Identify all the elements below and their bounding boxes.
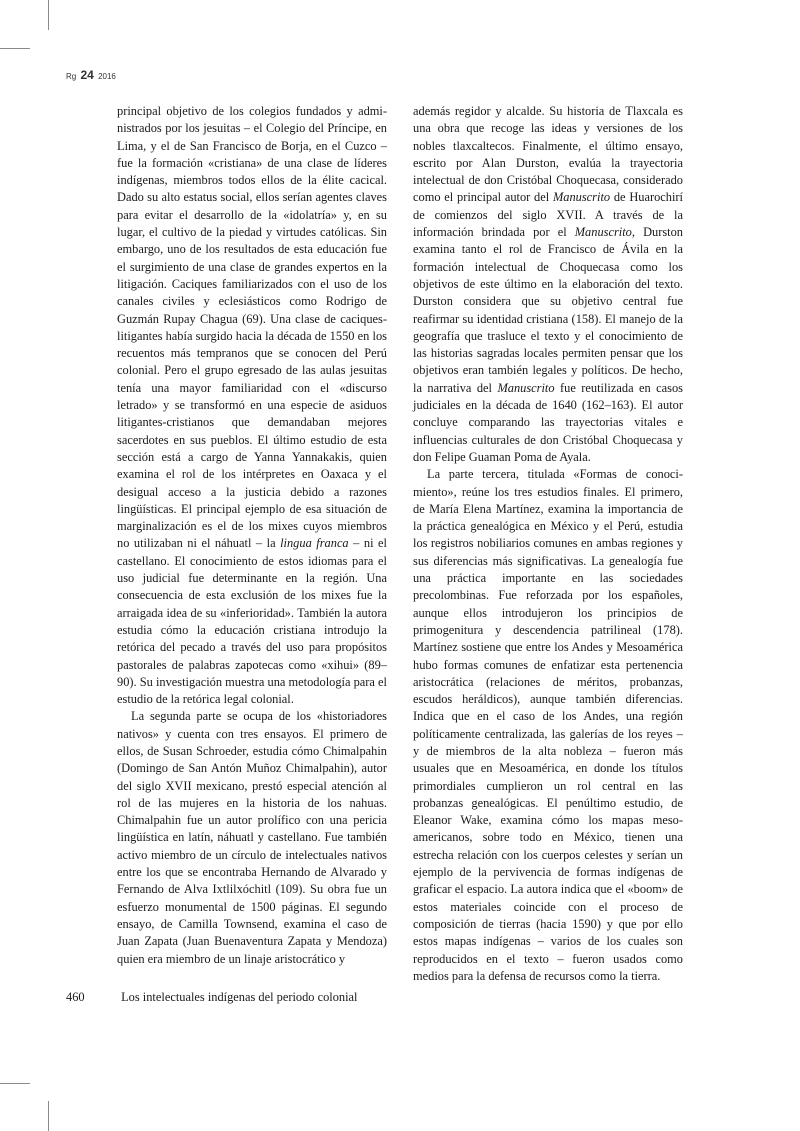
right-text-column	[413, 103, 683, 985]
italic-run: lingua franca	[280, 536, 349, 551]
issue-number: 24	[80, 68, 94, 82]
text-run: fue reutilizada en casos judiciales en la década de 1640 (162–163). El autor concluye comparando las trayectorias vitales e influencias culturales de don Cristóbal Choquecasa y don Felipe Guaman Poma de Ayala.	[413, 380, 683, 464]
crop-mark-bottom-left	[48, 1101, 49, 1131]
italic-run: Manuscrito	[574, 225, 632, 240]
left-text-column	[117, 103, 387, 968]
journal-abbrev: Rg	[66, 72, 77, 81]
italic-run: Manuscrito	[552, 190, 611, 205]
body-paragraph	[117, 708, 387, 967]
running-header	[66, 68, 116, 82]
running-title: Los intelectuales indígenas del periodo colonial	[121, 990, 358, 1004]
crop-mark-top-left	[48, 0, 49, 30]
body-paragraph	[117, 103, 387, 708]
text-run: La parte tercera, titulada «Formas de conocimiento», reúne los tres estudios finales. El primero, de María Elena Martínez, examina la importancia de la práctica genealógica en México y el Perú, estudia los registros nobiliarios comunes en ambas regiones y sus diferencias más significativas. La genealogía fue una práctica importante en las sociedades precolombinas. Fue reforzada por los españoles, aunque ellos introdujeron los principios de primogenitura y descendencia patrilineal (178). Martínez sostiene que entre los Andes y Mesoamérica hubo formas comunes de enfatizar esta pertenencia aristocrática (relaciones de méritos, probanzas, escudos heráldicos), aunque también diferencias. Indica que en el caso de los Andes, una región políticamente centralizada, las galerías de los reyes – y de miembros de la alta nobleza – fueron más usuales que en Mesoamérica, en donde los títulos primordiales cumplieron un rol central en las probanzas genealógicas. El penúltimo estudio, de Eleanor Wake, examina cómo los mapas mesoamericanos, sobre todo en México, tienen una estrecha relación con los cuerpos celestes y serían un ejemplo de la pervivencia de formas indígenas de graficar el espacio. La autora indica que el «boom» de estos materiales coincide con el proceso de composición de tierras (hacia 1590) y que por ello estos mapas indígenas – varios de los cuales son reproducidos en el texto – fueron usados como medios para la defensa de recursos como la tierra.	[413, 467, 683, 983]
body-paragraph	[413, 103, 683, 466]
text-run: , Durston examina tanto el rol de Francisco de Ávila en la formación intelectual de Choquecasa como los objetivos de este último en la elaboración del texto. Durston considera que su objetivo central fue reafirmar su identidad cristiana (158). El manejo de la geografía que trasluce el texto y el conocimiento de las historias sagradas locales permiten pensar que los objetivos eran también legales y políticos. De hecho, la narrativa del	[413, 225, 683, 395]
text-run: – ni el castellano. El conocimiento de estos idiomas para el uso judicial fue determinante en la región. Una consecuencia de esta exclusión de los mixes fue la arraigada idea de su «inferioridad». También la autora estudia cómo la educación cristiana introdujo la retórica del pecado a través del uso para propósitos pastorales de palabras zapotecas como «xihui» (89–90). Su investigación muestra una metodología para el estudio de la retórica legal colonial.	[117, 536, 387, 707]
issue-year: 2016	[98, 72, 116, 81]
crop-mark-top-left-h	[0, 48, 30, 49]
page-footer	[66, 990, 358, 1005]
italic-run: Manuscrito	[497, 380, 555, 395]
page-number: 460	[66, 990, 85, 1004]
text-run: La segunda parte se ocupa de los «historiadores nativos» y cuenta con tres ensayos. El primero de ellos, de Susan Schroeder, estudia cómo Chimalpahin (Domingo de San Antón Muñoz Chimalpahin), autor del siglo XVII mexicano, prestó especial atención al rol de las mujeres en la historia de los nahuas. Chimalpahin fue un autor prolífico con una pericia lingüística en latín, náhuatl y castellano. Fue también activo miembro de un círculo de intelectuales nativos entre los que se encontraba Hernando de Alvarado y Fernando de Alva Ixtlilxóchitl (109). Su obra fue un esfuerzo monumental de 1500 páginas. El segundo ensayo, de Camilla Townsend, examina el caso de Juan Zapata (Juan Buenaventura Zapata y Mendoza) quien era miembro de un linaje aristocrático y	[117, 709, 387, 966]
text-run: además regidor y alcalde. Su historia de Tlaxcala es una obra que recoge las ideas y versiones de los nobles tlaxcaltecos. Finalmente, el último ensayo, escrito por Alan Durston, evalúa la trayectoria intelectual de don Cristóbal Choquecasa, considerado como el principal autor del	[413, 104, 683, 205]
text-run: principal objetivo de los colegios fundados y administrados por los jesuitas – el Colegio del Príncipe, en Lima, y el de San Francisco de Borja, en el Cuzco – fue la formación «cristiana» de una clase de líderes indígenas, miembros todos ellos de la élite cacical. Dado su alto estatus social, ellos serían agentes claves para evitar el desarrollo de la «idolatría» y, en su lugar, el cultivo de la piedad y virtudes católicas. Sin embargo, uno de los resultados de esta educación fue el surgimiento de una clase de grandes expertos en la litigación. Caciques familiarizados con el uso de los canales civiles y eclesiásticos como Rodrigo de Guzmán Rupay Chagua (69). Una clase de caciques-litigantes había surgido hacia la década de 1550 en los recuentos más tempranos que se conocen del Perú colonial. Pero el grupo egresado de las aulas jesuitas tenía una mayor familiaridad con el «discurso letrado» y se transformó en una especie de asiduos litigantes-cristianos que demandaban mejores sacerdotes en sus pueblos. El último estudio de esta sección está a cargo de Yanna Yannakakis, quien examina el rol de los intérpretes en Oaxaca y el desigual acceso a la justicia debido a razones lingüísticas. El principal ejemplo de esa situación de marginalización es el de los mixes cuyos miembros no utilizaban ni el náhuatl – la	[117, 104, 387, 551]
crop-mark-bottom-left-h	[0, 1083, 30, 1084]
body-paragraph	[413, 466, 683, 985]
text-run: de Huarochirí de comienzos del siglo XVII. A través de la información brindada por el	[413, 190, 683, 240]
